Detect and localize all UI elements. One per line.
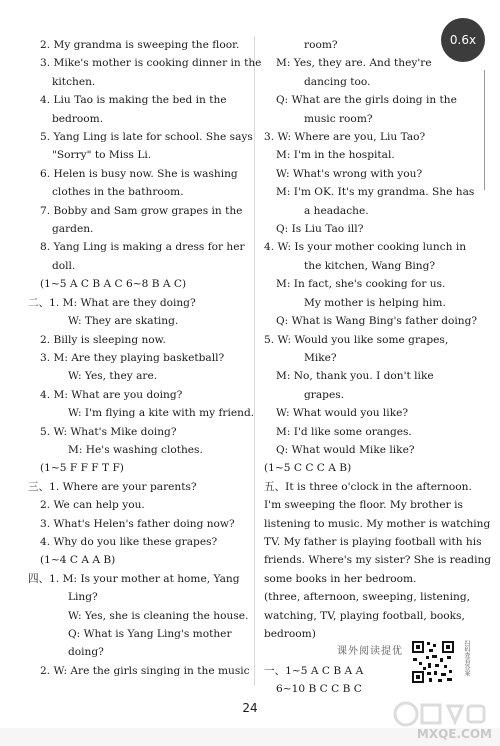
text-line: M: In fact, she's cooking for us. (276, 278, 446, 291)
text-line: doing? (68, 646, 104, 659)
text-line: doll. (52, 259, 76, 272)
text-line: clothes in the bathroom. (52, 186, 184, 199)
text-line: 5. W: What's Mike doing? (40, 425, 177, 438)
answer-key: (1~4 C A A B) (40, 554, 116, 567)
text-line: grapes. (304, 388, 345, 401)
text-line: bedroom) (264, 628, 316, 640)
right-column (264, 36, 492, 699)
text-line: I'm sweeping the floor. My brother is (264, 499, 463, 512)
text-line: 五、It is three o'clock in the afternoon. (264, 480, 472, 493)
text-line: M: Yes, they are. And they're (276, 57, 432, 70)
text-line: W: What's wrong with you? (276, 167, 423, 180)
text-line: W: Yes, she is cleaning the house. (68, 609, 249, 622)
text-line: Q: What would Mike like? (276, 443, 415, 456)
text-line: 3. W: Where are you, Liu Tao? (264, 131, 426, 144)
text-line: 5. W: Would you like some grapes, (264, 333, 449, 346)
qr-caption: 扫码查看答案 (463, 640, 470, 676)
answer-key: 一、1~5 A C B A A (264, 664, 364, 677)
text-line: W: I'm flying a kite with my friend. (68, 407, 255, 420)
text-line: 8. Yang Ling is making a dress for her (40, 241, 245, 254)
watermark-logo-icon (392, 700, 488, 728)
answer-key: 6~10 B C C B C (276, 683, 362, 696)
text-line: Ling? (68, 591, 98, 604)
text-line: 3. M: Are they playing basketball? (40, 351, 225, 364)
text-line: 3. What's Helen's father doing now? (40, 517, 235, 530)
text-line: 2. W: Are the girls singing in the music (40, 664, 250, 677)
text-line: room? (304, 39, 338, 51)
text-line: My mother is helping him. (304, 296, 446, 309)
text-line: garden. (52, 223, 94, 236)
text-line: W: What would you like? (276, 407, 409, 420)
text-line: M: No, thank you. I don't like (276, 370, 434, 383)
left-column (28, 36, 262, 680)
watermark-url: MXQE.COM (416, 727, 492, 741)
text-line: dancing too. (304, 75, 371, 88)
text-line: kitchen. (52, 75, 96, 88)
text-line: music room? (304, 112, 373, 125)
text-line: 2. My grandma is sweeping the floor. (40, 39, 240, 51)
text-line: 4. Liu Tao is making the bed in the (40, 94, 227, 107)
text-line: friends. Where's my sister? She is reading (264, 554, 492, 567)
text-line: "Sorry" to Miss Li. (52, 149, 152, 162)
text-line: W: Yes, they are. (68, 370, 158, 383)
zoom-badge[interactable]: 0.6x (441, 18, 485, 62)
text-line: the kitchen, Wang Bing? (304, 259, 436, 272)
text-line: Q: What are the girls doing in the (276, 94, 457, 107)
text-line: watching, TV, playing football, books, (264, 609, 465, 622)
text-line: a headache. (304, 204, 369, 217)
text-line: listening to music. My mother is watching (264, 517, 491, 530)
text-line: M: I'm in the hospital. (276, 149, 395, 162)
text-line: M: I'm OK. It's my grandma. She has (276, 186, 475, 199)
text-line: (three, afternoon, sweeping, listening, (264, 591, 470, 604)
page-edge-line (484, 70, 485, 190)
text-line: Mike? (304, 351, 337, 364)
text-line: 4. W: Is your mother cooking lunch in (264, 241, 467, 254)
text-line: 7. Bobby and Sam grow grapes in the (40, 204, 243, 217)
section-heading: 课外阅读提优 (337, 646, 403, 658)
text-line: Q: What is Wang Bing's father doing? (276, 315, 478, 328)
text-line: Q: Is Liu Tao ill? (276, 223, 364, 236)
text-line: 二、1. M: What are they doing? (28, 296, 196, 309)
qr-code-icon[interactable] (411, 640, 455, 684)
text-line: bedroom. (52, 112, 104, 125)
text-line: M: He's washing clothes. (68, 443, 203, 456)
text-line: 2. We can help you. (40, 499, 145, 512)
text-line: TV. My father is playing football with his (264, 535, 482, 548)
text-line: 2. Billy is sleeping now. (40, 333, 166, 346)
text-line: 3. Mike's mother is cooking dinner in the (40, 57, 262, 70)
page-number: 24 (242, 701, 258, 715)
text-line: 4. Why do you like these grapes? (40, 535, 218, 548)
text-line: W: They are skating. (68, 315, 179, 328)
answer-key: (1~5 A C B A C 6~8 B A C) (40, 278, 187, 291)
text-line: some books in her bedroom. (264, 572, 417, 585)
answer-key: (1~5 F F F T F) (40, 462, 124, 475)
text-line: Q: What is Yang Ling's mother (68, 628, 232, 640)
text-line: 6. Helen is busy now. She is washing (40, 167, 238, 180)
text-line: 四、1. M: Is your mother at home, Yang (28, 572, 240, 585)
text-line: 5. Yang Ling is late for school. She says (40, 131, 253, 144)
text-line: M: I'd like some oranges. (276, 425, 412, 438)
text-line: 三、1. Where are your parents? (28, 480, 197, 493)
column-divider (254, 36, 255, 686)
answer-key: (1~5 C C C A B) (264, 462, 352, 475)
text-line: 4. M: What are you doing? (40, 388, 183, 401)
